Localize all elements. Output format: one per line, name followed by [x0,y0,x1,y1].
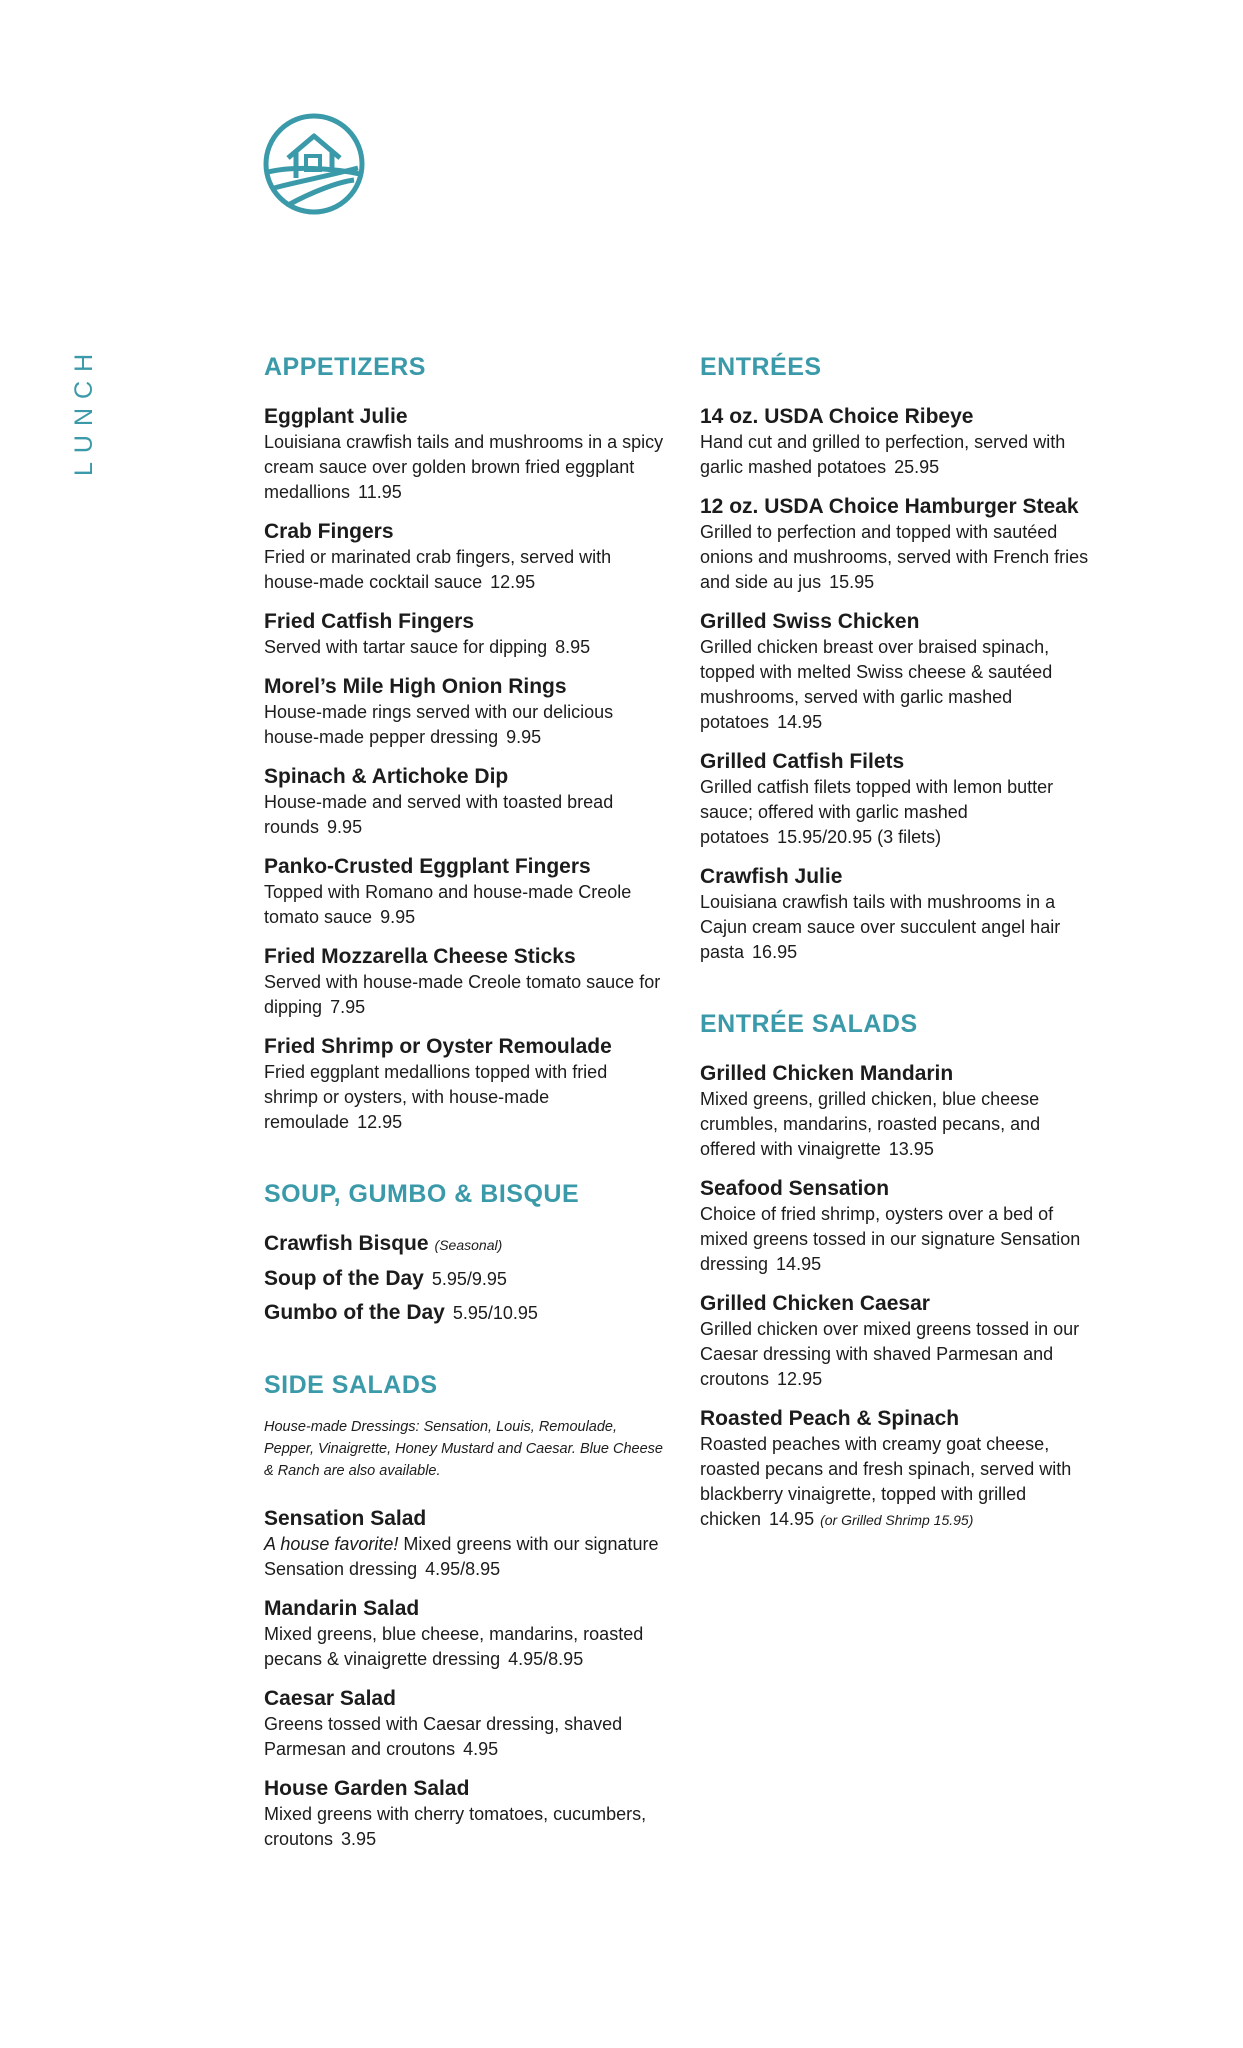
menu-item [264,944,664,1020]
item-price: 12.95 [777,1369,823,1389]
item-desc-text: Louisiana crawfish tails and mushrooms in a spicy cream sauce over golden brown fried eggplant medallions [264,432,664,502]
item-description [264,1622,664,1672]
item-description [700,520,1100,595]
section-title: ENTRÉES [700,353,822,381]
menu-item [700,404,1100,480]
menu-item [264,1506,664,1582]
item-description [264,1060,664,1135]
item-price: 11.95 [358,482,402,502]
item-price: 25.95 [894,457,940,477]
item-price: 12.95 [357,1112,403,1132]
menu-item [700,1406,1100,1533]
item-desc-text: House-made rings served with our delicious house-made pepper dressing [264,702,614,747]
entrees-section [700,352,1100,965]
menu-item [700,1176,1100,1277]
item-name: Caesar Salad [264,1687,396,1710]
item-name: Crawfish Julie [700,865,843,888]
item-name: Morel’s Mile High Onion Rings [264,675,567,698]
item-desc-text: Mixed greens with cherry tomatoes, cucumbers, croutons [264,1804,647,1849]
item-desc-text: Mixed greens, grilled chicken, blue cheese crumbles, mandarins, roasted pecans, and offered with vinaigrette [700,1089,1041,1159]
item-name: Gumbo of the Day [264,1301,445,1324]
menu-item [264,1034,664,1135]
item-price: 14.95 [776,1254,822,1274]
restaurant-logo [262,112,366,216]
item-description [700,430,1100,480]
item-desc-text: Served with house-made Creole tomato sauce for dipping [264,972,661,1017]
item-desc-text: Grilled to perfection and topped with sautéed onions and mushrooms, served with French fries and side au jus [700,522,1089,592]
item-description [264,1532,664,1582]
dressings-note: House-made Dressings: Sensation, Louis, Remoulade, Pepper, Vinaigrette, Honey Mustard and Caesar. Blue Cheese & Ranch are also available. [264,1419,663,1479]
right-column [700,352,1100,1547]
side-salads-section [264,1370,664,1852]
menu-item [264,1776,664,1852]
item-desc-text: Served with tartar sauce for dipping [264,637,548,657]
item-price: 9.95 [327,817,363,837]
item-name: Grilled Chicken Mandarin [700,1062,954,1085]
item-description [700,890,1100,965]
item-name: Eggplant Julie [264,405,408,428]
menu-item [264,1596,664,1672]
item-name: Panko-Crusted Eggplant Fingers [264,855,591,878]
item-description [264,790,664,840]
item-price: 4.95 [463,1739,499,1759]
item-desc-text: Mixed greens with our signature Sensation dressing [264,1534,659,1579]
item-price: 4.95/8.95 [508,1649,584,1669]
menu-item [700,749,1100,850]
item-name: House Garden Salad [264,1777,470,1800]
item-description [264,1802,664,1852]
item-name: Roasted Peach & Spinach [700,1407,960,1430]
item-price: 16.95 [752,942,798,962]
menu-item [264,1686,664,1762]
item-desc-text: Fried or marinated crab fingers, served with house-made cocktail sauce [264,547,612,592]
menu-item [700,864,1100,965]
item-description [700,1432,1100,1533]
item-desc-text: Greens tossed with Caesar dressing, shaved Parmesan and croutons [264,1714,623,1759]
house-on-hill-icon [262,112,366,216]
item-price: 12.95 [490,572,536,592]
item-name: Fried Mozzarella Cheese Sticks [264,945,576,968]
item-name: Grilled Chicken Caesar [700,1292,930,1315]
item-desc-text: Grilled chicken breast over braised spinach, topped with melted Swiss cheese & sautéed mushrooms, served with garlic mashed potatoes [700,637,1053,732]
item-description [264,545,664,595]
item-price: 9.95 [506,727,542,747]
item-description [700,635,1100,735]
menu-item [700,1061,1100,1162]
item-price: 4.95/8.95 [425,1559,501,1579]
item-price: 14.95 [777,712,823,732]
item-price: 3.95 [341,1829,377,1849]
item-note: (Seasonal) [434,1237,503,1253]
item-name: Fried Catfish Fingers [264,610,475,633]
item-name: Sensation Salad [264,1507,427,1530]
item-name: Mandarin Salad [264,1597,420,1620]
menu-item [264,764,664,840]
left-column [264,352,664,1866]
item-description [700,1202,1100,1277]
item-price: 9.95 [380,907,416,927]
menu-item [264,609,664,660]
menu-item [264,1266,664,1292]
menu-item [264,854,664,930]
menu-item [700,1291,1100,1392]
menu-item [264,1300,664,1326]
item-desc-text: Roasted peaches with creamy goat cheese, roasted pecans and fresh spinach, served with blackberry vinaigrette, topped with grilled chicken [700,1434,1072,1529]
item-description [264,880,664,930]
item-desc-text: Choice of fried shrimp, oysters over a bed of mixed greens tossed in our signature Sensation dressing [700,1204,1081,1274]
item-desc-highlight: A house favorite! [264,1534,399,1554]
section-title: ENTRÉE SALADS [700,1010,918,1038]
item-desc-text: Hand cut and grilled to perfection, served with garlic mashed potatoes [700,432,1066,477]
item-name: Grilled Swiss Chicken [700,610,920,633]
item-name: Crawfish Bisque [264,1232,429,1255]
item-desc-text: Grilled chicken over mixed greens tossed in our Caesar dressing with shaved Parmesan and croutons [700,1319,1080,1389]
menu-item [264,674,664,750]
item-desc-text: Louisiana crawfish tails with mushrooms in a Cajun cream sauce over succulent angel hair pasta [700,892,1061,962]
item-description [700,1317,1100,1392]
menu-item [264,404,664,505]
appetizers-section [264,352,664,1135]
item-name: Soup of the Day [264,1267,424,1290]
item-description [700,1087,1100,1162]
item-price: 7.95 [330,997,366,1017]
item-name: Seafood Sensation [700,1177,890,1200]
item-price: 5.95/10.95 [452,1303,538,1323]
menu-item [264,1231,664,1258]
item-name: 12 oz. USDA Choice Hamburger Steak [700,495,1079,518]
section-title: APPETIZERS [264,353,426,381]
item-price: 5.95/9.95 [431,1269,507,1289]
item-desc-text: Mixed greens, blue cheese, mandarins, roasted pecans & vinaigrette dressing [264,1624,644,1669]
item-note: (or Grilled Shrimp 15.95) [820,1512,974,1528]
item-desc-text: Topped with Romano and house-made Creole tomato sauce [264,882,632,927]
entree-salads-section [700,1009,1100,1533]
item-price: 13.95 [888,1139,934,1159]
item-name: 14 oz. USDA Choice Ribeye [700,405,974,428]
item-desc-text: Grilled catfish filets topped with lemon butter sauce; offered with garlic mashed potatoes [700,777,1054,847]
item-description [264,970,664,1020]
item-name: Spinach & Artichoke Dip [264,765,509,788]
menu-item [700,494,1100,595]
menu-item [264,519,664,595]
section-title: SOUP, GUMBO & BISQUE [264,1180,580,1208]
item-price: 15.95/20.95 (3 filets) [777,827,942,847]
item-description [264,700,664,750]
item-desc-text: Fried eggplant medallions topped with fried shrimp or oysters, with house-made remoulade [264,1062,608,1132]
soup-gumbo-bisque-section [264,1179,664,1326]
item-desc-text: House-made and served with toasted bread rounds [264,792,614,837]
menu-side-label: LUNCH [70,344,98,476]
item-price: 8.95 [555,637,591,657]
item-price: 15.95 [829,572,875,592]
item-description [264,430,664,505]
item-description [264,1712,664,1762]
item-name: Fried Shrimp or Oyster Remoulade [264,1035,612,1058]
item-description [264,635,664,660]
item-price: 14.95 [769,1509,815,1529]
item-name: Crab Fingers [264,520,394,543]
section-title: SIDE SALADS [264,1371,438,1399]
item-description [700,775,1100,850]
menu-item [700,609,1100,735]
item-name: Grilled Catfish Filets [700,750,905,773]
